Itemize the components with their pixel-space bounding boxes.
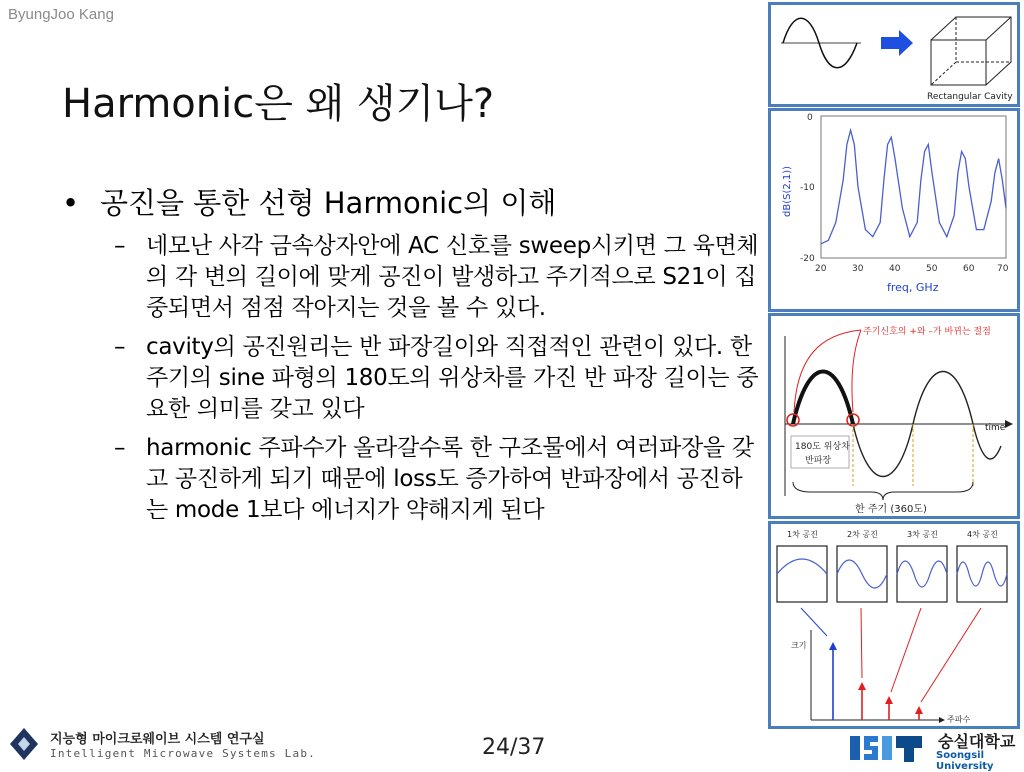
arrow-head-icon <box>939 717 945 723</box>
mode-label-4: 4차 공진 <box>967 530 998 539</box>
arrow-head-icon <box>1005 420 1013 428</box>
ytick-1: -10 <box>800 183 815 193</box>
xtick-4: 60 <box>963 264 975 274</box>
x-axis-label: freq, GHz <box>887 281 939 294</box>
university-name-english: Soongsil University <box>936 750 994 772</box>
sub-bullet-2 <box>62 332 762 425</box>
cavity-box-icon <box>931 17 1011 85</box>
bullet-dot-icon: • <box>62 186 80 220</box>
sub-bullet-text: 네모난 사각 금속상자안에 AC 신호를 sweep시키면 그 육면체의 각 변의 길이에 맞게 공진이 발생하고 주기적으로 S21이 집중되면서 점점 작아지는 것을 볼 수 있다. <box>146 233 759 321</box>
annotation-arrow-right <box>852 330 861 412</box>
lab-name-korean: 지능형 마이크로웨이브 시스템 연구실 <box>50 732 265 747</box>
right-arrow-icon <box>881 30 913 56</box>
xtick-5: 70 <box>997 264 1009 274</box>
xtick-1: 30 <box>852 264 864 274</box>
link-line-3 <box>891 608 921 692</box>
university-name-korean: 숭실대학교 <box>938 732 1016 751</box>
node-annotation: 주기신호의 +와 –가 바뀌는 절점 <box>863 327 991 337</box>
mode-box-1 <box>777 546 827 602</box>
mode-wave-2 <box>837 560 887 588</box>
ytick-2: -20 <box>800 254 815 264</box>
period-label: 한 주기 (360도) <box>855 504 927 515</box>
mode-wave-1 <box>777 559 827 574</box>
cavity-figure <box>768 2 1020 107</box>
period-brace <box>793 482 973 500</box>
sub-bullet-1 <box>62 231 762 324</box>
sub-bullet-text: harmonic 주파수가 올라갈수록 한 구조물에서 여러파장을 갖고 공진하게 되기 때문에 loss도 증가하여 반파장에서 공진하는 mode 1보다 에너지가 약해지게 된다 <box>146 435 754 523</box>
dash-icon: – <box>114 233 126 259</box>
mode-label-1: 1차 공진 <box>787 530 818 539</box>
xtick-2: 40 <box>889 264 901 274</box>
mode-label-3: 3차 공진 <box>907 530 938 539</box>
time-label: time <box>985 423 1006 433</box>
sub-bullet-text: cavity의 공진원리는 반 파장길이와 직접적인 관련이 있다. 한 주기의 sine 파형의 180도의 위상차를 가진 반 파장 길이는 중요한 의미를 갖고 있다 <box>146 334 759 422</box>
link-line-4 <box>921 608 981 702</box>
frequency-label: 주파수 <box>947 715 971 724</box>
mode-wave-3 <box>897 561 947 587</box>
bullet-text: 공진을 통한 선형 Harmonic의 이해 <box>100 186 557 220</box>
half-wave-highlight <box>793 372 853 425</box>
mode-wave-4 <box>957 562 1007 586</box>
slide-title: Harmonic은 왜 생기나? <box>62 81 495 127</box>
resonance-modes-figure <box>768 521 1020 729</box>
author-name: ByungJoo Kang <box>8 6 114 23</box>
magnitude-label: 크기 <box>791 641 807 650</box>
arrow-head-icon <box>829 642 837 650</box>
cavity-caption: Rectangular Cavity <box>927 92 1013 102</box>
slide-body <box>62 185 762 526</box>
phase-diagram <box>768 313 1020 519</box>
mode-box-3 <box>897 546 947 602</box>
y-axis-label: dB(S(2,1)) <box>782 165 793 217</box>
dash-icon: – <box>114 334 126 360</box>
bullet-item <box>62 185 762 221</box>
link-line-2 <box>861 608 862 678</box>
s21-plot <box>768 108 1020 312</box>
lab-name-english: Intelligent Microwave Systems Lab. <box>50 747 316 760</box>
page-number: 24/37 <box>482 735 546 760</box>
xtick-0: 20 <box>815 264 827 274</box>
half-wave-label: 반파장 <box>805 456 832 466</box>
dash-icon: – <box>114 435 126 461</box>
arrow-head-icon <box>885 696 893 704</box>
ytick-0: 0 <box>807 113 813 123</box>
phase-label: 180도 위상차 <box>795 442 850 452</box>
arrow-head-icon <box>915 706 923 714</box>
link-line-1 <box>801 608 827 636</box>
sub-bullet-3 <box>62 433 762 526</box>
mode-label-2: 2차 공진 <box>847 530 878 539</box>
arrow-head-icon <box>858 682 866 690</box>
xtick-3: 50 <box>926 264 938 274</box>
